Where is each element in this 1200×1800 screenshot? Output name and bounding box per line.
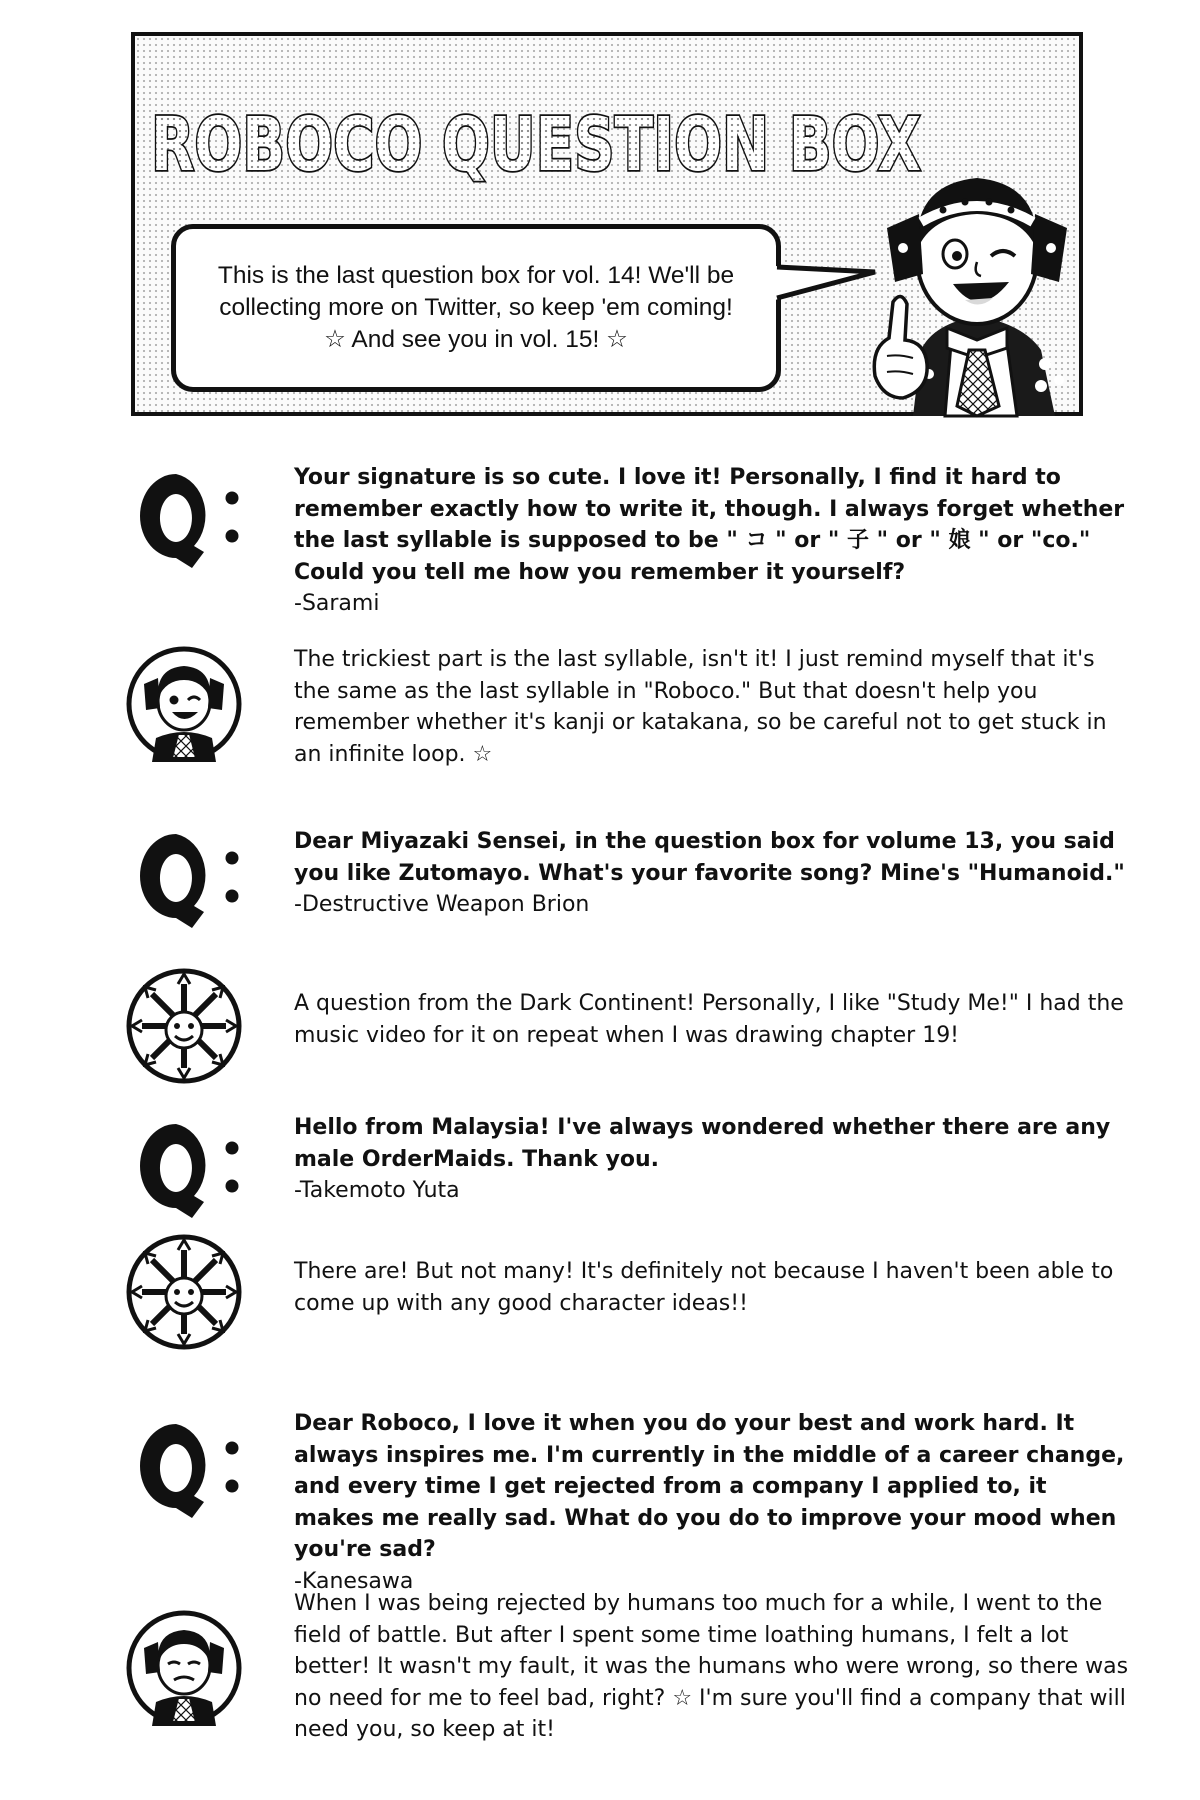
question-text: Hello from Malaysia! I've always wondered whether there are any male OrderMaids. Thank you. bbox=[294, 1115, 1111, 1172]
answer-2 bbox=[294, 988, 1134, 1051]
header-panel bbox=[131, 32, 1083, 416]
question-author: -Destructive Weapon Brion bbox=[294, 892, 590, 917]
roboco-avatar-icon bbox=[126, 646, 242, 762]
title-text: ROBOCO QUESTION BOX bbox=[151, 102, 921, 188]
speech-bubble-tail bbox=[775, 260, 885, 310]
panel-title bbox=[147, 86, 927, 198]
speech-bubble bbox=[171, 224, 781, 392]
question-text: Your signature is so cute. I love it! Personally, I find it hard to remember exactly how to write it, though. I always forget whether the last syllable is supposed to be " コ " or " 子 " or " 娘 " or "co." Could you tell me how you remember it yourself? bbox=[294, 465, 1125, 585]
answer-text: A question from the Dark Continent! Personally, I like "Study Me!" I had the music video for it on repeat when I was drawing chapter 19! bbox=[294, 991, 1124, 1048]
answer-4 bbox=[294, 1588, 1134, 1746]
answer-text: The trickiest part is the last syllable, isn't it! I just remind myself that it's the same as the last syllable in "Roboco." But that doesn't help you remember whether it's kanji or katakana, so be careful not to get stuck in an infinite loop. ☆ bbox=[294, 647, 1107, 767]
roboco-mascot-icon bbox=[873, 154, 1085, 416]
q-mark-icon bbox=[140, 1422, 246, 1518]
question-3 bbox=[294, 1112, 1134, 1207]
roboco-avatar-icon bbox=[126, 1610, 242, 1726]
q-mark-icon bbox=[140, 1122, 246, 1218]
author-avatar-icon bbox=[126, 1234, 242, 1350]
question-text: Dear Miyazaki Sensei, in the question box for volume 13, you said you like Zutomayo. What's your favorite song? Mine's "Humanoid." bbox=[294, 829, 1125, 886]
q-mark-icon bbox=[140, 472, 246, 568]
answer-text: There are! But not many! It's definitely not because I haven't been able to come up with any good character ideas!! bbox=[294, 1259, 1114, 1316]
question-author: -Kanesawa bbox=[294, 1568, 414, 1594]
question-author: -Takemoto Yuta bbox=[294, 1178, 460, 1203]
answer-3 bbox=[294, 1256, 1134, 1319]
q-mark-icon bbox=[140, 832, 246, 928]
question-author: -Sarami bbox=[294, 591, 380, 616]
question-4 bbox=[294, 1408, 1134, 1597]
answer-text: When I was being rejected by humans too much for a while, I went to the field of battle. But after I spent some time loathing humans, I felt a lot better! It wasn't my fault, it was the humans who were wrong, so there was no need for me to feel bad, right? ☆ I'm sure you'll find a company that will need you, so keep at it! bbox=[294, 1591, 1129, 1742]
bubble-text: This is the last question box for vol. 14! We'll be collecting more on Twitter, so keep 'em coming! ☆ And see you in vol. 15! ☆ bbox=[217, 262, 735, 353]
author-avatar-icon bbox=[126, 968, 242, 1084]
question-text: Dear Roboco, I love it when you do your best and work hard. It always inspires me. I'm currently in the middle of a career change, and every time I get rejected from a company I applied to, it makes me really sad. What do you do to improve your mood when you're sad? bbox=[294, 1411, 1125, 1562]
question-1 bbox=[294, 462, 1134, 620]
answer-1 bbox=[294, 644, 1134, 770]
question-2 bbox=[294, 826, 1134, 921]
